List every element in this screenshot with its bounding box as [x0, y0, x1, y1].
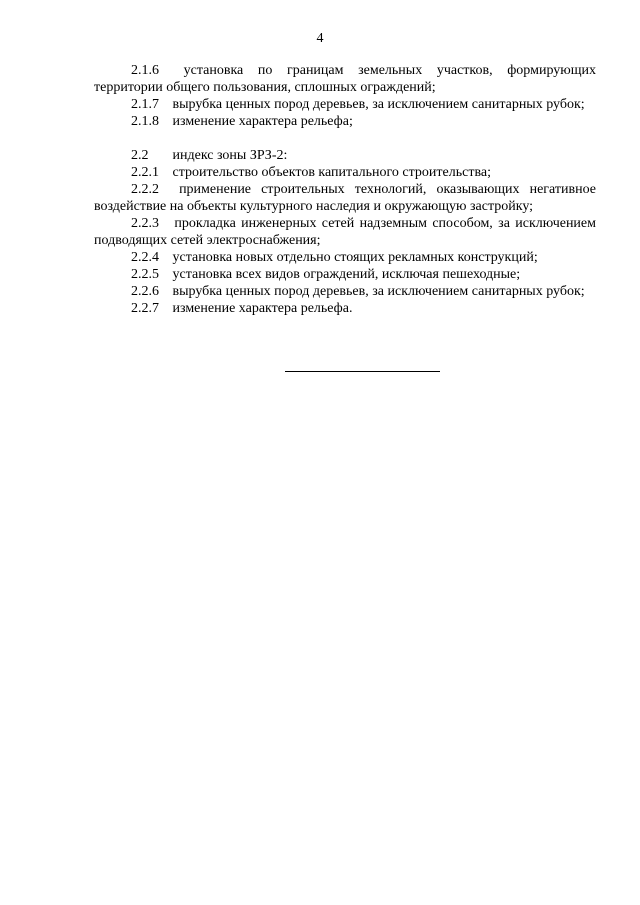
item-number: 2.2.4	[131, 250, 159, 265]
list-item	[94, 215, 596, 249]
item-number: 2.2.3	[131, 216, 159, 231]
item-number: 2.2.5	[131, 267, 159, 282]
item-text: изменение характера рельефа.	[172, 301, 353, 316]
item-text: установка новых отдельно стоящих рекламных конструкций;	[172, 250, 538, 265]
item-number: 2.1.8	[131, 114, 159, 129]
list-item	[94, 62, 596, 96]
item-number: 2.2.7	[131, 301, 159, 316]
section-heading	[94, 147, 596, 164]
list-item	[94, 96, 596, 113]
item-text: вырубка ценных пород деревьев, за исключением санитарных рубок;	[172, 97, 585, 112]
item-number: 2.1.6	[131, 63, 159, 78]
item-number: 2.1.7	[131, 97, 159, 112]
item-text: вырубка ценных пород деревьев, за исключением санитарных рубок;	[172, 284, 585, 299]
list-item	[94, 266, 596, 283]
list-item	[94, 164, 596, 181]
page-number: 4	[316, 31, 324, 46]
item-text: индекс зоны ЗРЗ-2:	[172, 148, 288, 163]
end-separator-line	[285, 371, 440, 372]
list-item	[94, 113, 596, 130]
item-text: строительство объектов капитального строительства;	[172, 165, 491, 180]
item-text: установка по границам земельных участков, формирующих территории общего пользования, сплошных ограждений;	[94, 63, 596, 95]
item-text: установка всех видов ограждений, исключая пешеходные;	[172, 267, 521, 282]
item-text: изменение характера рельефа;	[172, 114, 353, 129]
item-number: 2.2	[131, 148, 149, 163]
item-number: 2.2.1	[131, 165, 159, 180]
item-text: прокладка инженерных сетей надземным способом, за исключением подводящих сетей электроснабжения;	[94, 216, 597, 248]
item-text: применение строительных технологий, оказывающих негативное воздействие на объекты культурного наследия и окружающую застройку;	[94, 182, 596, 214]
document-body	[94, 62, 596, 317]
list-item	[94, 249, 596, 266]
list-item	[94, 283, 596, 300]
item-number: 2.2.6	[131, 284, 159, 299]
item-number: 2.2.2	[131, 182, 159, 197]
list-item	[94, 300, 596, 317]
list-item	[94, 181, 596, 215]
